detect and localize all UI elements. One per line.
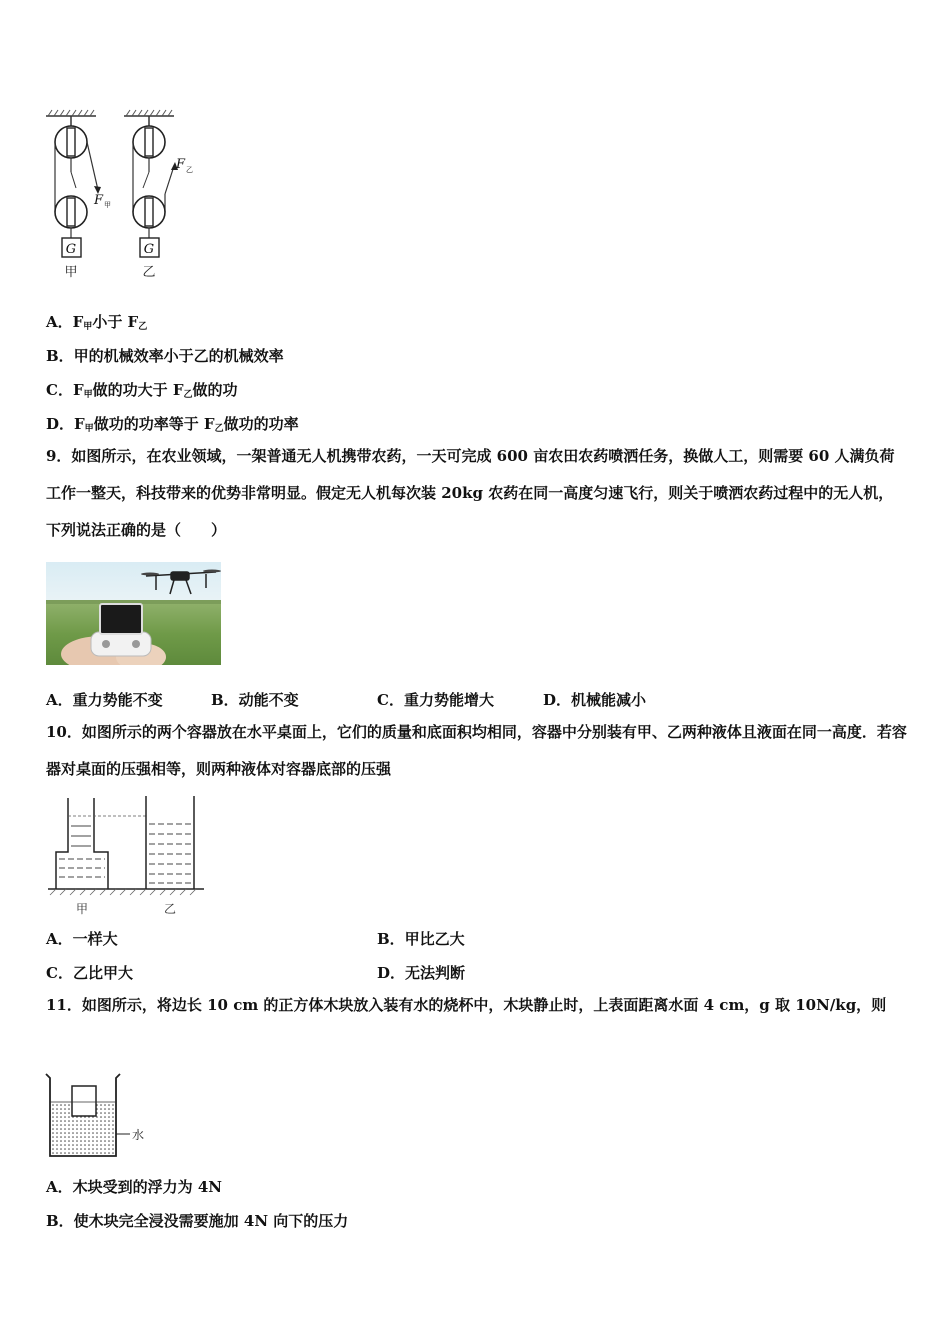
q10-option-a: A．一样大: [46, 930, 118, 948]
container-label-right: 乙: [163, 902, 177, 916]
force-sub-yi: 乙: [186, 166, 193, 174]
q8-option-c: C．$F_甲$做的功大于 $F_乙$做的功: [46, 381, 238, 400]
q11-stem: 11．如图所示，将边长 10 cm 的正方体木块放入装有水的烧杯中，木块静止时，上表面距离水面 4 cm，g 取 10N/kg，则: [46, 996, 887, 1014]
q10-option-b: B．甲比乙大: [377, 930, 465, 948]
q9-option-a: A．重力势能不变: [46, 691, 163, 709]
q10-option-d: D．无法判断: [377, 964, 466, 982]
container-label-left: 甲: [75, 902, 89, 916]
q8-option-b: B．甲的机械效率小于乙的机械效率: [46, 347, 284, 365]
q10-stem: 10．如图所示的两个容器放在水平桌面上，它们的质量和底面积均相同，容器中分别装有甲、乙两种液体且液面在同一高度．若容器对桌面的压强相等，则两种液体对容器底部的压强: [46, 723, 907, 778]
force-label-jia: F: [94, 193, 104, 208]
q9-option-c: C．重力势能增大: [377, 691, 494, 709]
q9-option-b: B．动能不变: [211, 691, 299, 709]
q8-option-d: D．$F_甲$做功的功率等于 $F_乙$做功的功率: [46, 415, 299, 434]
q9-stem: 9．如图所示，在农业领域，一架普通无人机携带农药，一天可完成 600 亩农田农药喷洒任务，换做人工，则需要 60 人满负荷工作一整天，科技带来的优势非常明显。假定无人机每次装 20kg 农药在同一高度匀速飞行，则关于喷洒农药过程中的无人机，下列说法正确的是（ ）: [46, 447, 895, 539]
force-sub-jia: 甲: [104, 201, 111, 209]
q10-option-c: C．乙比甲大: [46, 964, 133, 982]
water-label: 水: [132, 1128, 145, 1142]
drone-photo: [46, 562, 221, 665]
pulley-figure: [40, 108, 210, 283]
beaker-figure: [44, 1072, 154, 1160]
pulley-label-right: 乙: [142, 265, 156, 280]
q11-option-a: A．木块受到的浮力为 4N: [46, 1178, 223, 1196]
q11-option-b: B．使木块完全浸没需要施加 4N 向下的压力: [46, 1212, 349, 1230]
force-label-yi: F: [176, 157, 186, 172]
containers-figure: [46, 794, 206, 918]
weight-label-left: G: [65, 242, 77, 257]
pulley-label-left: 甲: [64, 265, 78, 280]
weight-label-right: G: [143, 242, 155, 257]
q8-option-a: A．$F_甲$小于 $F_乙$: [46, 313, 148, 332]
q9-option-d: D．机械能减小: [543, 691, 647, 709]
